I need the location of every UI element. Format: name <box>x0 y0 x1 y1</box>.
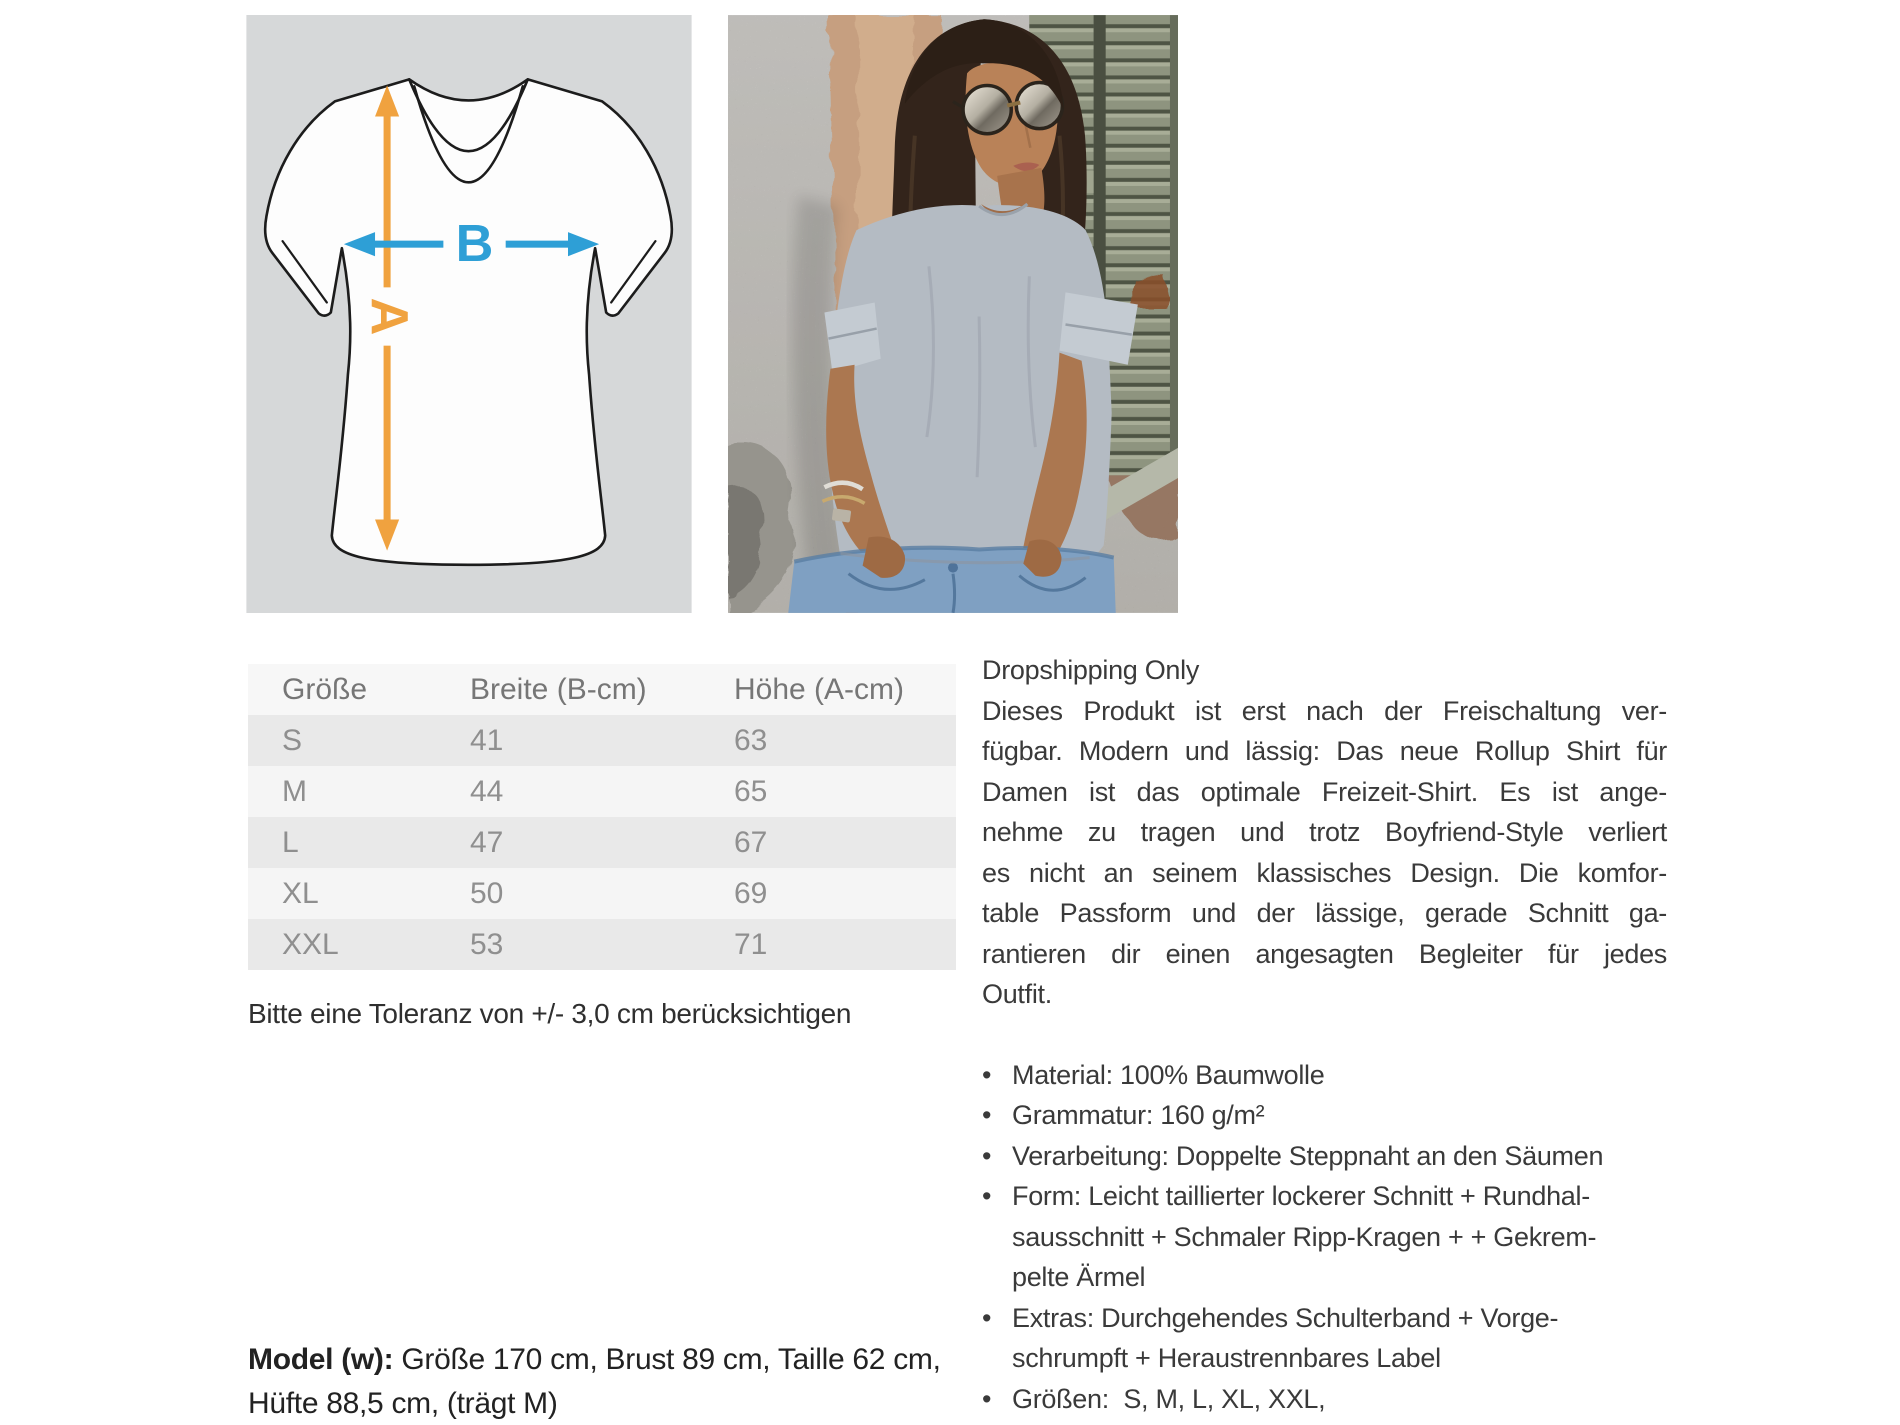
model-photo-illustration <box>728 15 1178 613</box>
bullet-line: Grammatur: 160 g/m² <box>1012 1100 1265 1130</box>
model-info-line2: Hüfte 88,5 cm, (trägt M) <box>248 1387 558 1420</box>
description-paragraph <box>982 691 1667 1015</box>
cell-breite: 50 <box>470 876 504 910</box>
bullet-item <box>982 1136 1667 1177</box>
bullet-text <box>1012 1055 1667 1096</box>
paragraph-line: Outfit. <box>982 979 1052 1009</box>
bullet-text <box>1012 1176 1667 1298</box>
description-heading: Dropshipping Only <box>982 655 1200 685</box>
model-info <box>248 1338 1008 1425</box>
bullet-item <box>982 1095 1667 1136</box>
paragraph-line: table Passform und der lässige, gerade Schnitt ga- <box>982 898 1667 928</box>
bullet-dot: • <box>982 1100 992 1130</box>
bullet-dot: • <box>982 1383 992 1414</box>
bullet-dot: • <box>982 1181 992 1211</box>
cell-size: L <box>282 825 299 859</box>
cell-size: S <box>282 723 303 757</box>
cell-hoehe: 63 <box>734 723 768 757</box>
table-row <box>248 868 956 919</box>
bullet-item <box>982 1379 1667 1420</box>
label-a: A <box>360 297 419 336</box>
paragraph-line: fügbar. Modern und lässig: Das neue Rollup Shirt für <box>982 736 1667 766</box>
bullet-text <box>1012 1379 1667 1420</box>
bullet-dot: • <box>982 1059 992 1090</box>
cell-hoehe: 67 <box>734 825 768 859</box>
bullet-item <box>982 1176 1667 1298</box>
label-b: B <box>455 215 494 274</box>
bullet-list <box>982 1055 1667 1420</box>
product-description <box>982 650 1667 1419</box>
bullet-item <box>982 1055 1667 1096</box>
bullet-item <box>982 1298 1667 1379</box>
bullet-line: Material: 100% Baumwolle <box>1012 1059 1325 1090</box>
bullet-dot: • <box>982 1140 992 1171</box>
size-diagram-image[interactable] <box>246 15 692 613</box>
cell-size: M <box>282 774 307 808</box>
paragraph-line: Dieses Produkt ist erst nach der Freischaltung ver- <box>982 695 1667 726</box>
paragraph-line: rantieren dir einen angesagten Begleiter für jedes <box>982 938 1667 969</box>
paragraph-line: Damen ist das optimale Freizeit-Shirt. Es ist ange- <box>982 776 1667 807</box>
bullet-line: sausschnitt + Schmaler Ripp-Kragen + + Gekrem- <box>1012 1221 1597 1252</box>
table-row <box>248 715 956 766</box>
model-measurements: Größe 170 cm, Brust 89 cm, Taille 62 cm, <box>393 1343 941 1376</box>
header-cell: Höhe (A-cm) <box>734 672 905 706</box>
bullet-line: schrumpft + Heraustrennbares Label <box>1012 1343 1441 1373</box>
bullet-line: Extras: Durchgehendes Schulterband + Vorge- <box>1012 1302 1559 1333</box>
size-table <box>248 664 956 970</box>
cell-breite: 53 <box>470 927 504 961</box>
cell-size: XXL <box>282 927 339 961</box>
header-cell: Breite (B-cm) <box>470 672 647 706</box>
watch-face <box>832 508 852 522</box>
model-label: Model (w): <box>248 1343 394 1376</box>
model-photo-image[interactable] <box>728 15 1178 613</box>
cell-hoehe: 65 <box>734 774 768 808</box>
bullet-line: pelte Ärmel <box>1012 1262 1146 1292</box>
bullet-text <box>1012 1095 1667 1136</box>
table-header-row <box>248 664 956 715</box>
bullet-line: Form: Leicht taillierter lockerer Schnitt + Rundhal- <box>1012 1181 1590 1211</box>
paragraph-line: es nicht an seinem klassisches Design. Die komfor- <box>982 857 1667 888</box>
table-body <box>248 715 956 970</box>
cell-hoehe: 69 <box>734 876 768 910</box>
rusty-hinge <box>1133 278 1167 308</box>
paragraph-line: nehme zu tragen und trotz Boyfriend-Style verliert <box>982 817 1667 847</box>
cell-breite: 41 <box>470 723 504 757</box>
cell-breite: 47 <box>470 825 504 859</box>
jeans <box>788 548 1115 613</box>
header-cell: Größe <box>282 672 368 706</box>
tolerance-note: Bitte eine Toleranz von +/- 3,0 cm berücksichtigen <box>248 998 852 1029</box>
table-row <box>248 919 956 970</box>
model-info-line1 <box>248 1338 1008 1382</box>
cell-hoehe: 71 <box>734 927 768 961</box>
bullet-text <box>1012 1136 1667 1177</box>
table-row <box>248 766 956 817</box>
cell-breite: 44 <box>470 774 504 808</box>
cell-size: XL <box>282 876 319 910</box>
bullet-text <box>1012 1298 1667 1379</box>
bullet-line: Verarbeitung: Doppelte Steppnaht an den Säumen <box>1012 1140 1604 1171</box>
bullet-line: Größen: S, M, L, XL, XXL, <box>1012 1383 1326 1414</box>
bullet-dot: • <box>982 1302 992 1333</box>
tshirt-measure-diagram <box>246 15 692 613</box>
table-row <box>248 817 956 868</box>
